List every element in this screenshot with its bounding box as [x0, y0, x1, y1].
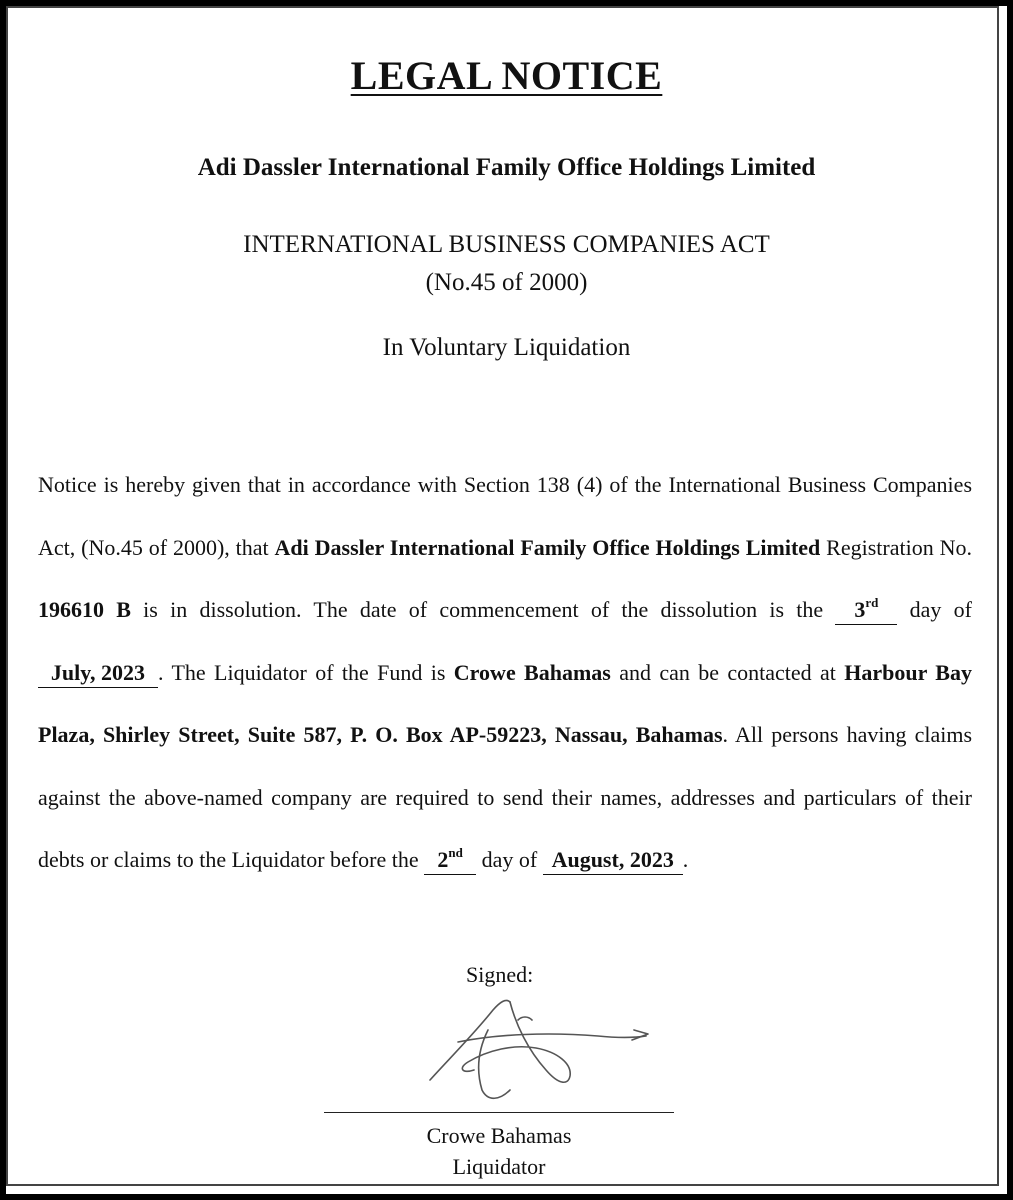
liquidator-name: Crowe Bahamas: [453, 659, 611, 685]
liquidator-address: Harbour Bay Plaza, Shirley Street, Suite 587, P. O. Box AP-59223, Nassau, Bahamas: [38, 659, 972, 747]
contact-text: and can be contacted at: [610, 659, 845, 685]
registration-label: Registration No.: [820, 534, 972, 560]
signed-label: Signed:: [466, 962, 534, 987]
company-name-heading: Adi Dassler International Family Office Holdings Limited: [197, 154, 816, 181]
signer-name: Crowe Bahamas: [426, 1123, 572, 1148]
liquidator-text: . The Liquidator of the Fund is: [158, 659, 454, 685]
body-company-name: Adi Dassler International Family Office Holdings Limited: [274, 534, 821, 560]
end-punctuation: .: [682, 847, 689, 872]
signer-block: [324, 1120, 674, 1182]
commencement-day-suffix: rd: [865, 595, 879, 610]
signer-role: Liquidator: [452, 1154, 546, 1179]
commencement-month-year: July, 2023: [38, 659, 158, 688]
signature-stroke: [518, 1017, 532, 1020]
deadline-month-year: August, 2023: [543, 846, 683, 875]
deadline-day-field: [424, 846, 476, 875]
signature-stroke: [479, 1030, 510, 1098]
commencement-day: 3: [854, 597, 866, 622]
body-intro: Notice is hereby given that in accordance with Section 138 (4) of the International Business Companies Act, (No.45 of 2000), that: [38, 472, 972, 560]
notice-body: [38, 454, 972, 892]
handwritten-signature: [418, 990, 658, 1110]
liquidation-status: In Voluntary Liquidation: [382, 334, 631, 361]
dissolution-text: is in dissolution. The date of commencement of the dissolution is the: [130, 597, 836, 622]
claims-text: . All persons having claims against the above-named company are required to send their names, addresses and particulars of their debts or claims to the Liquidator before the: [38, 722, 973, 872]
act-name: INTERNATIONAL BUSINESS COMPANIES ACT: [243, 231, 770, 258]
deadline-day-of-text: day of: [476, 847, 543, 872]
day-of-text: day of: [897, 597, 972, 622]
registration-number: 196610 B: [38, 597, 131, 622]
signature-line: [324, 1112, 674, 1113]
notice-title: LEGAL NOTICE: [350, 53, 663, 98]
deadline-day-suffix: nd: [448, 845, 463, 860]
act-number: (No.45 of 2000): [425, 269, 588, 296]
deadline-day: 2: [437, 847, 449, 872]
act-heading: [0, 226, 1013, 302]
commencement-day-field: [835, 596, 897, 625]
signature-stroke: [632, 1030, 648, 1040]
